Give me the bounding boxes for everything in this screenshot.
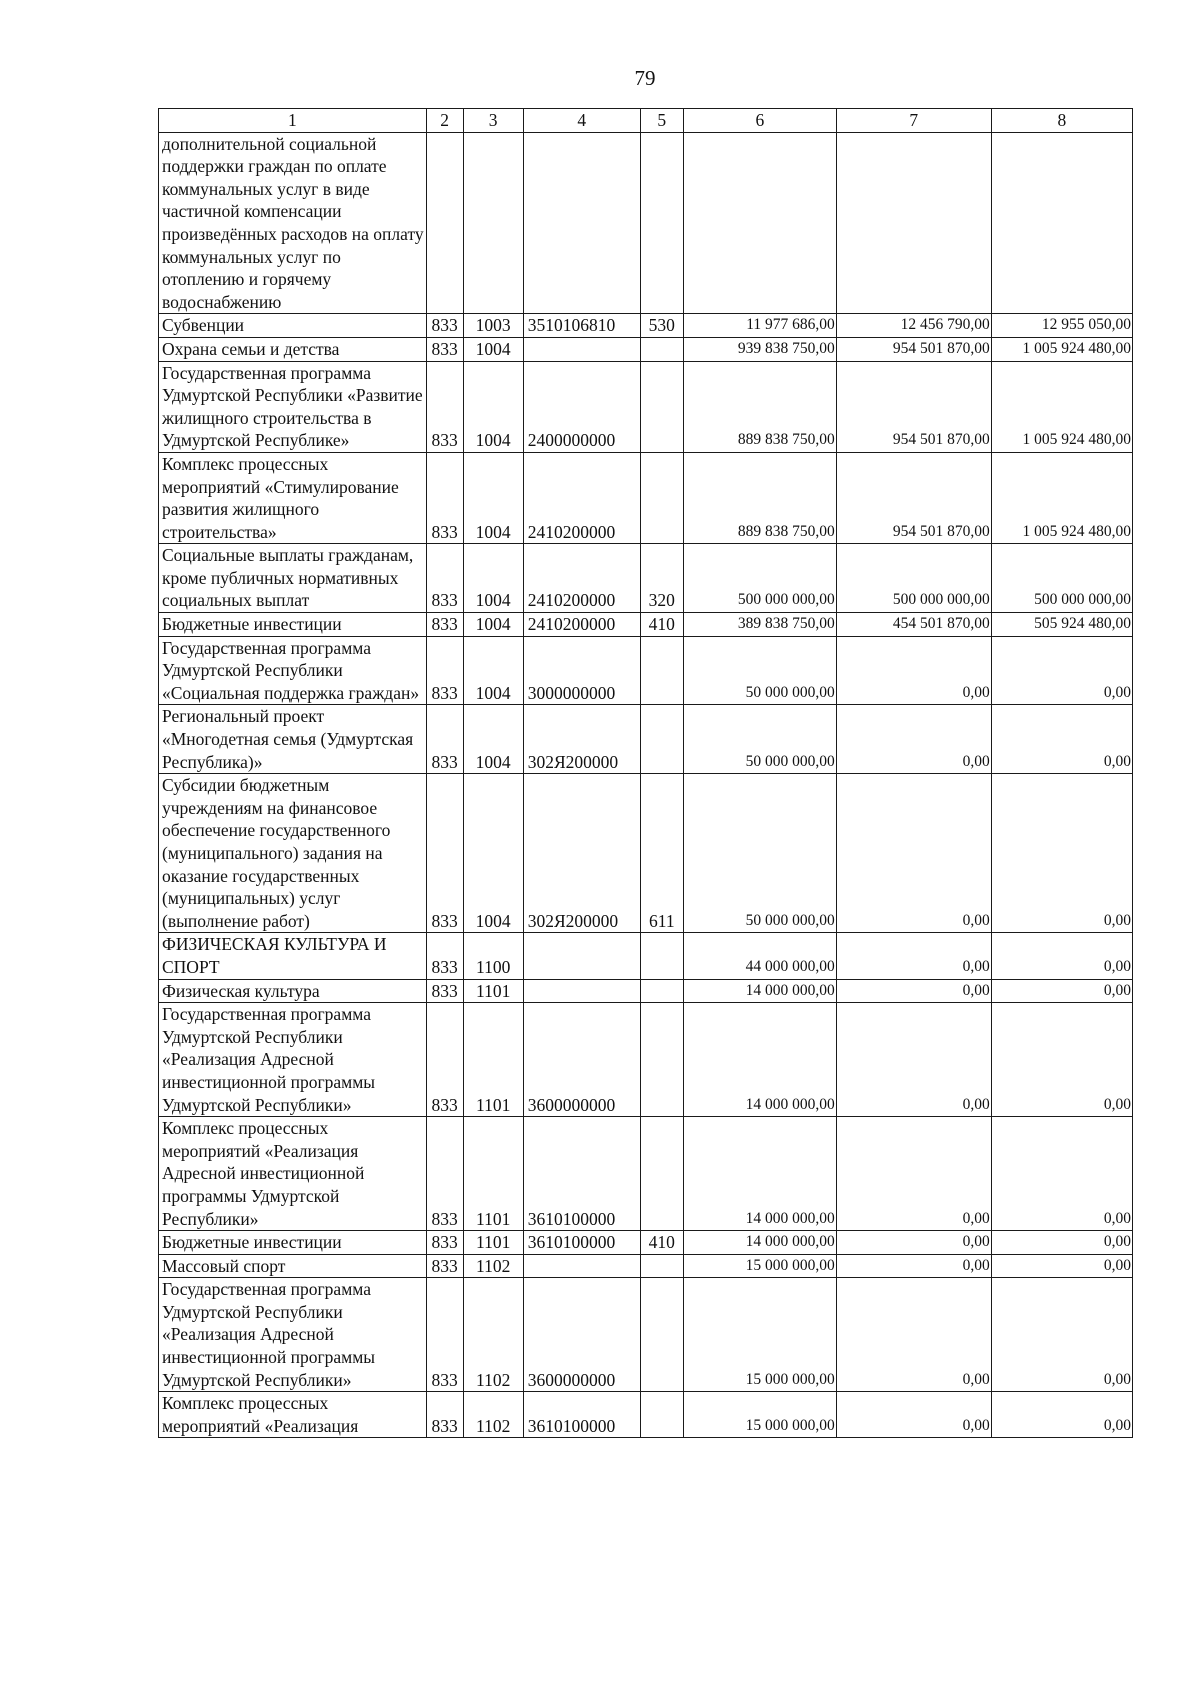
row-type-cell bbox=[640, 1117, 683, 1231]
row-code-cell: 833 bbox=[426, 933, 463, 979]
row-section-cell bbox=[463, 132, 523, 314]
row-amount-col8-cell: 0,00 bbox=[991, 774, 1132, 933]
row-amount-col7-cell: 954 501 870,00 bbox=[836, 361, 991, 452]
row-code-cell: 833 bbox=[426, 705, 463, 774]
row-section-cell: 1004 bbox=[463, 337, 523, 361]
row-name-cell: дополнительной социальной поддержки граждан по оплате коммунальных услуг в виде частичной компенсации произведённых расходов на оплату коммунальных услуг по отоплению и горячему водоснабжению bbox=[159, 132, 427, 314]
table-row bbox=[159, 314, 1133, 338]
row-amount-col8-cell: 0,00 bbox=[991, 1278, 1132, 1392]
column-header: 7 bbox=[836, 109, 991, 133]
table-row bbox=[159, 544, 1133, 613]
row-target-cell: 2410200000 bbox=[523, 452, 640, 543]
row-amount-col6-cell: 14 000 000,00 bbox=[683, 979, 836, 1003]
row-code-cell: 833 bbox=[426, 1278, 463, 1392]
row-code-cell: 833 bbox=[426, 636, 463, 705]
row-section-cell: 1102 bbox=[463, 1278, 523, 1392]
row-amount-col8-cell: 0,00 bbox=[991, 636, 1132, 705]
row-type-cell: 410 bbox=[640, 1231, 683, 1255]
row-amount-col6-cell: 14 000 000,00 bbox=[683, 1117, 836, 1231]
row-type-cell bbox=[640, 361, 683, 452]
budget-table bbox=[158, 108, 1133, 1438]
row-code-cell: 833 bbox=[426, 337, 463, 361]
row-amount-col8-cell: 12 955 050,00 bbox=[991, 314, 1132, 338]
row-type-cell bbox=[640, 1254, 683, 1278]
row-name-cell: Комплекс процессных мероприятий «Реализация bbox=[159, 1392, 427, 1438]
row-type-cell bbox=[640, 1392, 683, 1438]
table-row bbox=[159, 705, 1133, 774]
row-code-cell: 833 bbox=[426, 1117, 463, 1231]
row-target-cell: 3510106810 bbox=[523, 314, 640, 338]
row-amount-col8-cell: 500 000 000,00 bbox=[991, 544, 1132, 613]
row-name-cell: Комплекс процессных мероприятий «Стимулирование развития жилищного строительства» bbox=[159, 452, 427, 543]
row-amount-col6-cell: 500 000 000,00 bbox=[683, 544, 836, 613]
row-amount-col8-cell: 0,00 bbox=[991, 705, 1132, 774]
row-section-cell: 1004 bbox=[463, 544, 523, 613]
row-amount-col8-cell: 0,00 bbox=[991, 933, 1132, 979]
row-section-cell: 1101 bbox=[463, 1231, 523, 1255]
row-amount-col7-cell: 12 456 790,00 bbox=[836, 314, 991, 338]
table-row bbox=[159, 337, 1133, 361]
row-target-cell: 2400000000 bbox=[523, 361, 640, 452]
row-amount-col8-cell: 505 924 480,00 bbox=[991, 613, 1132, 637]
row-amount-col7-cell: 0,00 bbox=[836, 979, 991, 1003]
column-header: 1 bbox=[159, 109, 427, 133]
row-name-cell: Государственная программа Удмуртской Республики «Реализация Адресной инвестиционной программы Удмуртской Республики» bbox=[159, 1278, 427, 1392]
row-name-cell: Субсидии бюджетным учреждениям на финансовое обеспечение государственного (муниципального) задания на оказание государственных (муниципальных) услуг (выполнение работ) bbox=[159, 774, 427, 933]
row-amount-col7-cell: 0,00 bbox=[836, 1003, 991, 1117]
row-type-cell: 320 bbox=[640, 544, 683, 613]
row-target-cell bbox=[523, 933, 640, 979]
page-number: 79 bbox=[634, 66, 656, 90]
row-section-cell: 1003 bbox=[463, 314, 523, 338]
row-target-cell: 3610100000 bbox=[523, 1392, 640, 1438]
row-amount-col8-cell: 0,00 bbox=[991, 1254, 1132, 1278]
row-amount-col7-cell: 0,00 bbox=[836, 636, 991, 705]
row-amount-col8-cell: 1 005 924 480,00 bbox=[991, 452, 1132, 543]
row-section-cell: 1101 bbox=[463, 979, 523, 1003]
row-type-cell bbox=[640, 933, 683, 979]
row-amount-col8-cell: 0,00 bbox=[991, 1392, 1132, 1438]
table-row bbox=[159, 1117, 1133, 1231]
column-header: 3 bbox=[463, 109, 523, 133]
row-amount-col6-cell: 14 000 000,00 bbox=[683, 1231, 836, 1255]
row-type-cell bbox=[640, 636, 683, 705]
row-amount-col7-cell: 0,00 bbox=[836, 933, 991, 979]
row-amount-col6-cell: 15 000 000,00 bbox=[683, 1278, 836, 1392]
table-row bbox=[159, 1392, 1133, 1438]
row-amount-col7-cell: 500 000 000,00 bbox=[836, 544, 991, 613]
row-code-cell: 833 bbox=[426, 361, 463, 452]
table-row bbox=[159, 613, 1133, 637]
row-amount-col6-cell: 889 838 750,00 bbox=[683, 361, 836, 452]
table-row bbox=[159, 132, 1133, 314]
row-amount-col6-cell: 15 000 000,00 bbox=[683, 1392, 836, 1438]
row-amount-col8-cell: 0,00 bbox=[991, 979, 1132, 1003]
row-type-cell bbox=[640, 705, 683, 774]
row-amount-col6-cell: 889 838 750,00 bbox=[683, 452, 836, 543]
row-amount-col7-cell bbox=[836, 132, 991, 314]
row-amount-col7-cell: 454 501 870,00 bbox=[836, 613, 991, 637]
row-section-cell: 1004 bbox=[463, 636, 523, 705]
table-row bbox=[159, 933, 1133, 979]
table-row bbox=[159, 636, 1133, 705]
column-header: 8 bbox=[991, 109, 1132, 133]
row-amount-col7-cell: 0,00 bbox=[836, 705, 991, 774]
table-row bbox=[159, 1231, 1133, 1255]
table-row bbox=[159, 361, 1133, 452]
row-amount-col7-cell: 0,00 bbox=[836, 1254, 991, 1278]
column-header: 4 bbox=[523, 109, 640, 133]
row-amount-col7-cell: 0,00 bbox=[836, 1278, 991, 1392]
row-section-cell: 1004 bbox=[463, 452, 523, 543]
row-section-cell: 1004 bbox=[463, 361, 523, 452]
row-type-cell bbox=[640, 979, 683, 1003]
row-amount-col7-cell: 954 501 870,00 bbox=[836, 452, 991, 543]
row-target-cell: 3600000000 bbox=[523, 1003, 640, 1117]
row-code-cell: 833 bbox=[426, 314, 463, 338]
row-target-cell bbox=[523, 979, 640, 1003]
column-header: 6 bbox=[683, 109, 836, 133]
table-body bbox=[159, 132, 1133, 1438]
row-amount-col6-cell: 939 838 750,00 bbox=[683, 337, 836, 361]
column-header: 5 bbox=[640, 109, 683, 133]
row-type-cell bbox=[640, 452, 683, 543]
row-target-cell: 302Я200000 bbox=[523, 705, 640, 774]
row-target-cell: 302Я200000 bbox=[523, 774, 640, 933]
row-section-cell: 1101 bbox=[463, 1003, 523, 1117]
row-code-cell: 833 bbox=[426, 544, 463, 613]
row-amount-col6-cell: 50 000 000,00 bbox=[683, 774, 836, 933]
row-target-cell: 3600000000 bbox=[523, 1278, 640, 1392]
row-amount-col6-cell bbox=[683, 132, 836, 314]
row-target-cell bbox=[523, 337, 640, 361]
row-amount-col7-cell: 0,00 bbox=[836, 1231, 991, 1255]
row-name-cell: Государственная программа Удмуртской Республики «Развитие жилищного строительства в Удмуртской Республике» bbox=[159, 361, 427, 452]
row-code-cell: 833 bbox=[426, 1231, 463, 1255]
table-row bbox=[159, 1278, 1133, 1392]
row-name-cell: ФИЗИЧЕСКАЯ КУЛЬТУРА И СПОРТ bbox=[159, 933, 427, 979]
row-amount-col8-cell: 0,00 bbox=[991, 1003, 1132, 1117]
row-amount-col8-cell: 1 005 924 480,00 bbox=[991, 337, 1132, 361]
row-name-cell: Субвенции bbox=[159, 314, 427, 338]
row-name-cell: Государственная программа Удмуртской Республики «Реализация Адресной инвестиционной программы Удмуртской Республики» bbox=[159, 1003, 427, 1117]
row-amount-col6-cell: 389 838 750,00 bbox=[683, 613, 836, 637]
row-target-cell: 3610100000 bbox=[523, 1231, 640, 1255]
row-name-cell: Массовый спорт bbox=[159, 1254, 427, 1278]
row-name-cell: Государственная программа Удмуртской Республики «Социальная поддержка граждан» bbox=[159, 636, 427, 705]
table-row bbox=[159, 774, 1133, 933]
row-section-cell: 1102 bbox=[463, 1392, 523, 1438]
row-type-cell bbox=[640, 132, 683, 314]
row-section-cell: 1004 bbox=[463, 705, 523, 774]
row-amount-col7-cell: 0,00 bbox=[836, 1117, 991, 1231]
row-type-cell: 530 bbox=[640, 314, 683, 338]
row-amount-col6-cell: 11 977 686,00 bbox=[683, 314, 836, 338]
row-amount-col8-cell bbox=[991, 132, 1132, 314]
row-section-cell: 1100 bbox=[463, 933, 523, 979]
row-code-cell: 833 bbox=[426, 774, 463, 933]
row-code-cell: 833 bbox=[426, 1254, 463, 1278]
table-row bbox=[159, 1003, 1133, 1117]
row-type-cell bbox=[640, 1003, 683, 1117]
row-target-cell: 2410200000 bbox=[523, 613, 640, 637]
row-amount-col6-cell: 44 000 000,00 bbox=[683, 933, 836, 979]
row-section-cell: 1101 bbox=[463, 1117, 523, 1231]
row-amount-col6-cell: 15 000 000,00 bbox=[683, 1254, 836, 1278]
row-type-cell bbox=[640, 337, 683, 361]
header-row bbox=[159, 109, 1133, 133]
row-amount-col8-cell: 1 005 924 480,00 bbox=[991, 361, 1132, 452]
row-section-cell: 1004 bbox=[463, 774, 523, 933]
table-row bbox=[159, 452, 1133, 543]
row-target-cell bbox=[523, 1254, 640, 1278]
row-amount-col6-cell: 14 000 000,00 bbox=[683, 1003, 836, 1117]
row-name-cell: Региональный проект «Многодетная семья (Удмуртская Республика)» bbox=[159, 705, 427, 774]
row-amount-col7-cell: 0,00 bbox=[836, 774, 991, 933]
row-amount-col8-cell: 0,00 bbox=[991, 1231, 1132, 1255]
row-target-cell: 2410200000 bbox=[523, 544, 640, 613]
row-name-cell: Охрана семьи и детства bbox=[159, 337, 427, 361]
row-section-cell: 1004 bbox=[463, 613, 523, 637]
row-name-cell: Комплекс процессных мероприятий «Реализация Адресной инвестиционной программы Удмуртской Республики» bbox=[159, 1117, 427, 1231]
row-code-cell: 833 bbox=[426, 452, 463, 543]
row-amount-col6-cell: 50 000 000,00 bbox=[683, 705, 836, 774]
row-name-cell: Социальные выплаты гражданам, кроме публичных нормативных социальных выплат bbox=[159, 544, 427, 613]
row-code-cell: 833 bbox=[426, 1392, 463, 1438]
row-type-cell bbox=[640, 1278, 683, 1392]
row-target-cell: 3000000000 bbox=[523, 636, 640, 705]
row-code-cell: 833 bbox=[426, 613, 463, 637]
row-code-cell bbox=[426, 132, 463, 314]
row-target-cell: 3610100000 bbox=[523, 1117, 640, 1231]
row-name-cell: Физическая культура bbox=[159, 979, 427, 1003]
row-amount-col6-cell: 50 000 000,00 bbox=[683, 636, 836, 705]
row-amount-col8-cell: 0,00 bbox=[991, 1117, 1132, 1231]
row-amount-col7-cell: 0,00 bbox=[836, 1392, 991, 1438]
row-amount-col7-cell: 954 501 870,00 bbox=[836, 337, 991, 361]
row-name-cell: Бюджетные инвестиции bbox=[159, 613, 427, 637]
row-target-cell bbox=[523, 132, 640, 314]
row-type-cell: 410 bbox=[640, 613, 683, 637]
column-header: 2 bbox=[426, 109, 463, 133]
row-code-cell: 833 bbox=[426, 1003, 463, 1117]
row-code-cell: 833 bbox=[426, 979, 463, 1003]
table-row bbox=[159, 1254, 1133, 1278]
row-section-cell: 1102 bbox=[463, 1254, 523, 1278]
row-type-cell: 611 bbox=[640, 774, 683, 933]
row-name-cell: Бюджетные инвестиции bbox=[159, 1231, 427, 1255]
table-row bbox=[159, 979, 1133, 1003]
